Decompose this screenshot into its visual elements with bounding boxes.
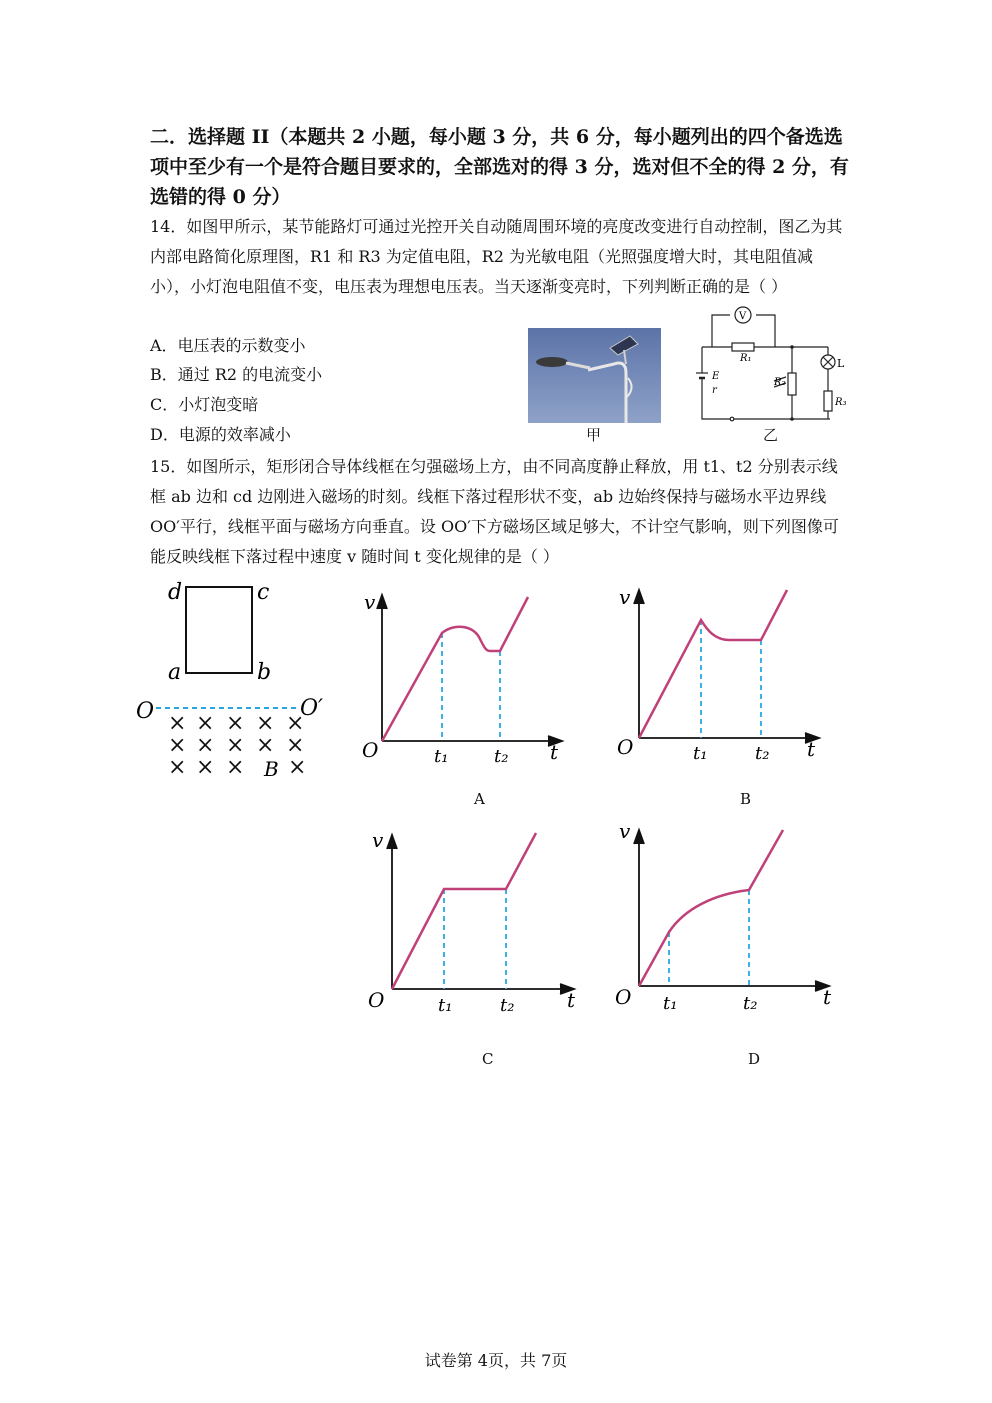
r3-label: R₃ [835,397,847,408]
graph-d-v-label: v [619,820,631,843]
graph-b [605,580,835,770]
q14-option-d: D．电源的效率减小 [150,425,291,444]
circuit-diagram [690,305,850,440]
frame-label-b: b [257,660,272,685]
graph-c-o-label: O [368,988,385,1012]
section-title: 二．选择题 II（本题共 2 小题，每小题 3 分，共 6 分，每小题列出的四个备选选项中至少有一个是符合题目要求的，全部选对的得 3 分，选对但不全的得 2 分，有选错的得 0 分） [150,126,849,208]
lamp-label: L [837,357,845,370]
graph-d [605,820,840,1020]
field-cross: × [168,711,187,736]
fig-yi-caption: 乙 [763,426,779,444]
graph-c [360,825,590,1020]
field-cross: × [196,755,215,780]
field-cross: × [288,755,307,780]
field-cross: × [226,733,245,758]
frame-label-a: a [168,660,182,685]
field-cross: × [286,733,305,758]
frame-label-c: c [257,580,270,605]
frame-label-d: d [168,580,183,605]
q14-option-a: A．电压表的示数变小 [150,336,306,355]
graph-b-t-label: t [807,737,816,761]
graph-c-t-label: t [567,988,576,1012]
graph-b-t1-label: t₁ [693,743,708,764]
graph-a-t2-label: t₂ [494,746,509,767]
graph-a [350,585,580,775]
graph-b-v-label: v [619,585,631,609]
field-cross: × [168,755,187,780]
graph-d-t-label: t [823,985,832,1009]
q14-option-c: C．小灯泡变暗 [150,395,259,414]
page-footer: 试卷第 4页，共 7页 [424,1351,568,1370]
graph-a-t-label: t [550,740,559,764]
graph-c-t1-label: t₁ [438,995,453,1016]
r2-label: R₂ [774,377,786,388]
graph-b-caption: B [740,790,752,808]
graph-a-caption: A [474,790,485,808]
internal-r-label: r [712,385,717,396]
field-cross: × [196,733,215,758]
graph-a-o-label: O [362,738,379,762]
street-lamp-photo [528,328,661,423]
graph-d-t2-label: t₂ [743,993,758,1014]
graph-d-caption: D [748,1050,761,1068]
voltmeter-label: V [739,311,747,322]
q15-stem: 15．如图所示，矩形闭合导体线框在匀强磁场上方，由不同高度静止释放，用 t1、t2 分别表示线框 ab 边和 cd 边刚进入磁场的时刻。线框下落过程形状不变，ab 边始终保持与磁场水平边界线 OO′平行，线框平面与磁场方向垂直。设 OO′下方磁场区域足够大，不计空气影响，则下列图像可能反映线框下落过程中速度 v 随时间 t 变化规律的是（ ） [150,457,839,566]
boundary-label-o-prime: O′ [300,696,324,721]
graph-c-t2-label: t₂ [500,995,515,1016]
field-cross: × [168,733,187,758]
field-cross: × [256,711,275,736]
boundary-label-o: O [136,699,155,724]
field-cross-marks [168,711,306,780]
graph-b-o-label: O [617,735,634,759]
r1-label: R₁ [740,353,752,364]
graph-d-o-label: O [615,985,632,1009]
frame-field-diagram [130,575,330,785]
graph-d-t1-label: t₁ [663,993,678,1014]
graph-b-t2-label: t₂ [755,743,770,764]
graph-c-caption: C [482,1050,494,1068]
graph-c-v-label: v [372,828,384,852]
q14-option-b: B．通过 R2 的电流变小 [150,365,323,384]
graph-a-v-label: v [364,590,376,614]
field-label-b: B [264,757,279,781]
field-cross: × [226,755,245,780]
emf-label: E [712,371,720,382]
field-cross: × [256,733,275,758]
field-cross: × [286,711,305,736]
graph-a-t1-label: t₁ [434,746,449,767]
q14-stem: 14．如图甲所示，某节能路灯可通过光控开关自动随周围环境的亮度改变进行自动控制，图乙为其内部电路简化原理图，R1 和 R3 为定值电阻，R2 为光敏电阻（光照强度增大时，其电阻值减小），小灯泡电阻值不变，电压表为理想电压表。当天逐渐变亮时，下列判断正确的是（ ） [150,217,843,296]
field-cross: × [196,711,215,736]
fig-jia-caption: 甲 [586,426,602,444]
field-cross: × [226,711,245,736]
